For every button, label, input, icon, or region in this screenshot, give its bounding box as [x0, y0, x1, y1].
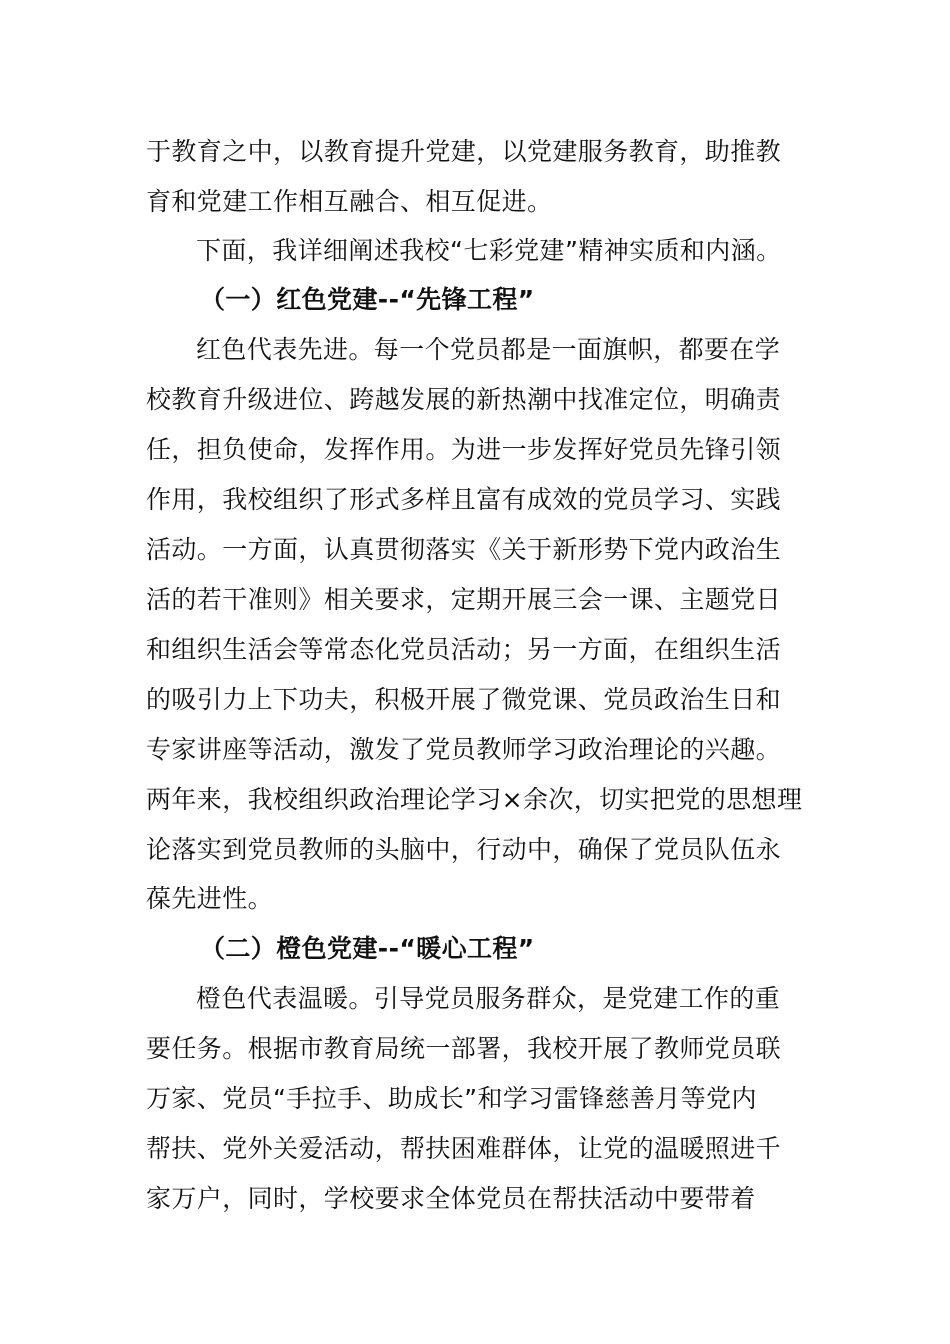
- text-line: 万家、党员“手拉手、助成长”和学习雷锋慈善月等党内: [146, 1084, 757, 1113]
- text-line: 育和党建工作相互融合、相互促进。: [146, 187, 553, 216]
- text-line: 活动。一方面，认真贯彻落实《关于新形势下党内政治生: [146, 535, 782, 564]
- text-line: 葆先进性。: [146, 884, 274, 913]
- text-line: 帮扶、党外关爱活动，帮扶困难群体，让党的温暖照进千: [146, 1134, 782, 1163]
- text-line: 家万户，同时，学校要求全体党员在帮扶活动中要带着: [146, 1184, 756, 1213]
- text-line: 活的若干准则》相关要求，定期开展三会一课、主题党日: [146, 585, 782, 614]
- text-line: 任，担负使命，发挥作用。为进一步发挥好党员先锋引领: [146, 435, 782, 464]
- paragraph-first-line: 红色代表先进。每一个党员都是一面旗帜，都要在学: [196, 335, 781, 364]
- paragraph-first-line: 下面，我详细阐述我校“七彩党建”精神实质和内涵。: [196, 236, 782, 265]
- text-line: 的吸引力上下功夫，积极开展了微党课、党员政治生日和: [146, 685, 782, 714]
- text-line: 专家讲座等活动，激发了党员教师学习政治理论的兴趣。: [146, 735, 782, 764]
- text-line: 要任务。根据市教育局统一部署，我校开展了教师党员联: [146, 1034, 782, 1063]
- text-line: 两年来，我校组织政治理论学习×余次，切实把党的思想理: [146, 785, 803, 814]
- text-line: 于教育之中，以教育提升党建，以党建服务教育，助推教: [146, 137, 782, 166]
- text-line: 和组织生活会等常态化党员活动；另一方面，在组织生活: [146, 635, 782, 664]
- text-line: 论落实到党员教师的头脑中，行动中，确保了党员队伍永: [146, 835, 782, 864]
- text-line: 作用，我校组织了形式多样且富有成效的党员学习、实践: [146, 485, 782, 514]
- section-heading-red: （一）红色党建--“先锋工程”: [200, 285, 535, 314]
- text-line: 校教育升级进位、跨越发展的新热潮中找准定位，明确责: [146, 385, 782, 414]
- paragraph-first-line: 橙色代表温暖。引导党员服务群众，是党建工作的重: [196, 984, 781, 1013]
- section-heading-orange: （二）橙色党建--“暖心工程”: [200, 934, 535, 963]
